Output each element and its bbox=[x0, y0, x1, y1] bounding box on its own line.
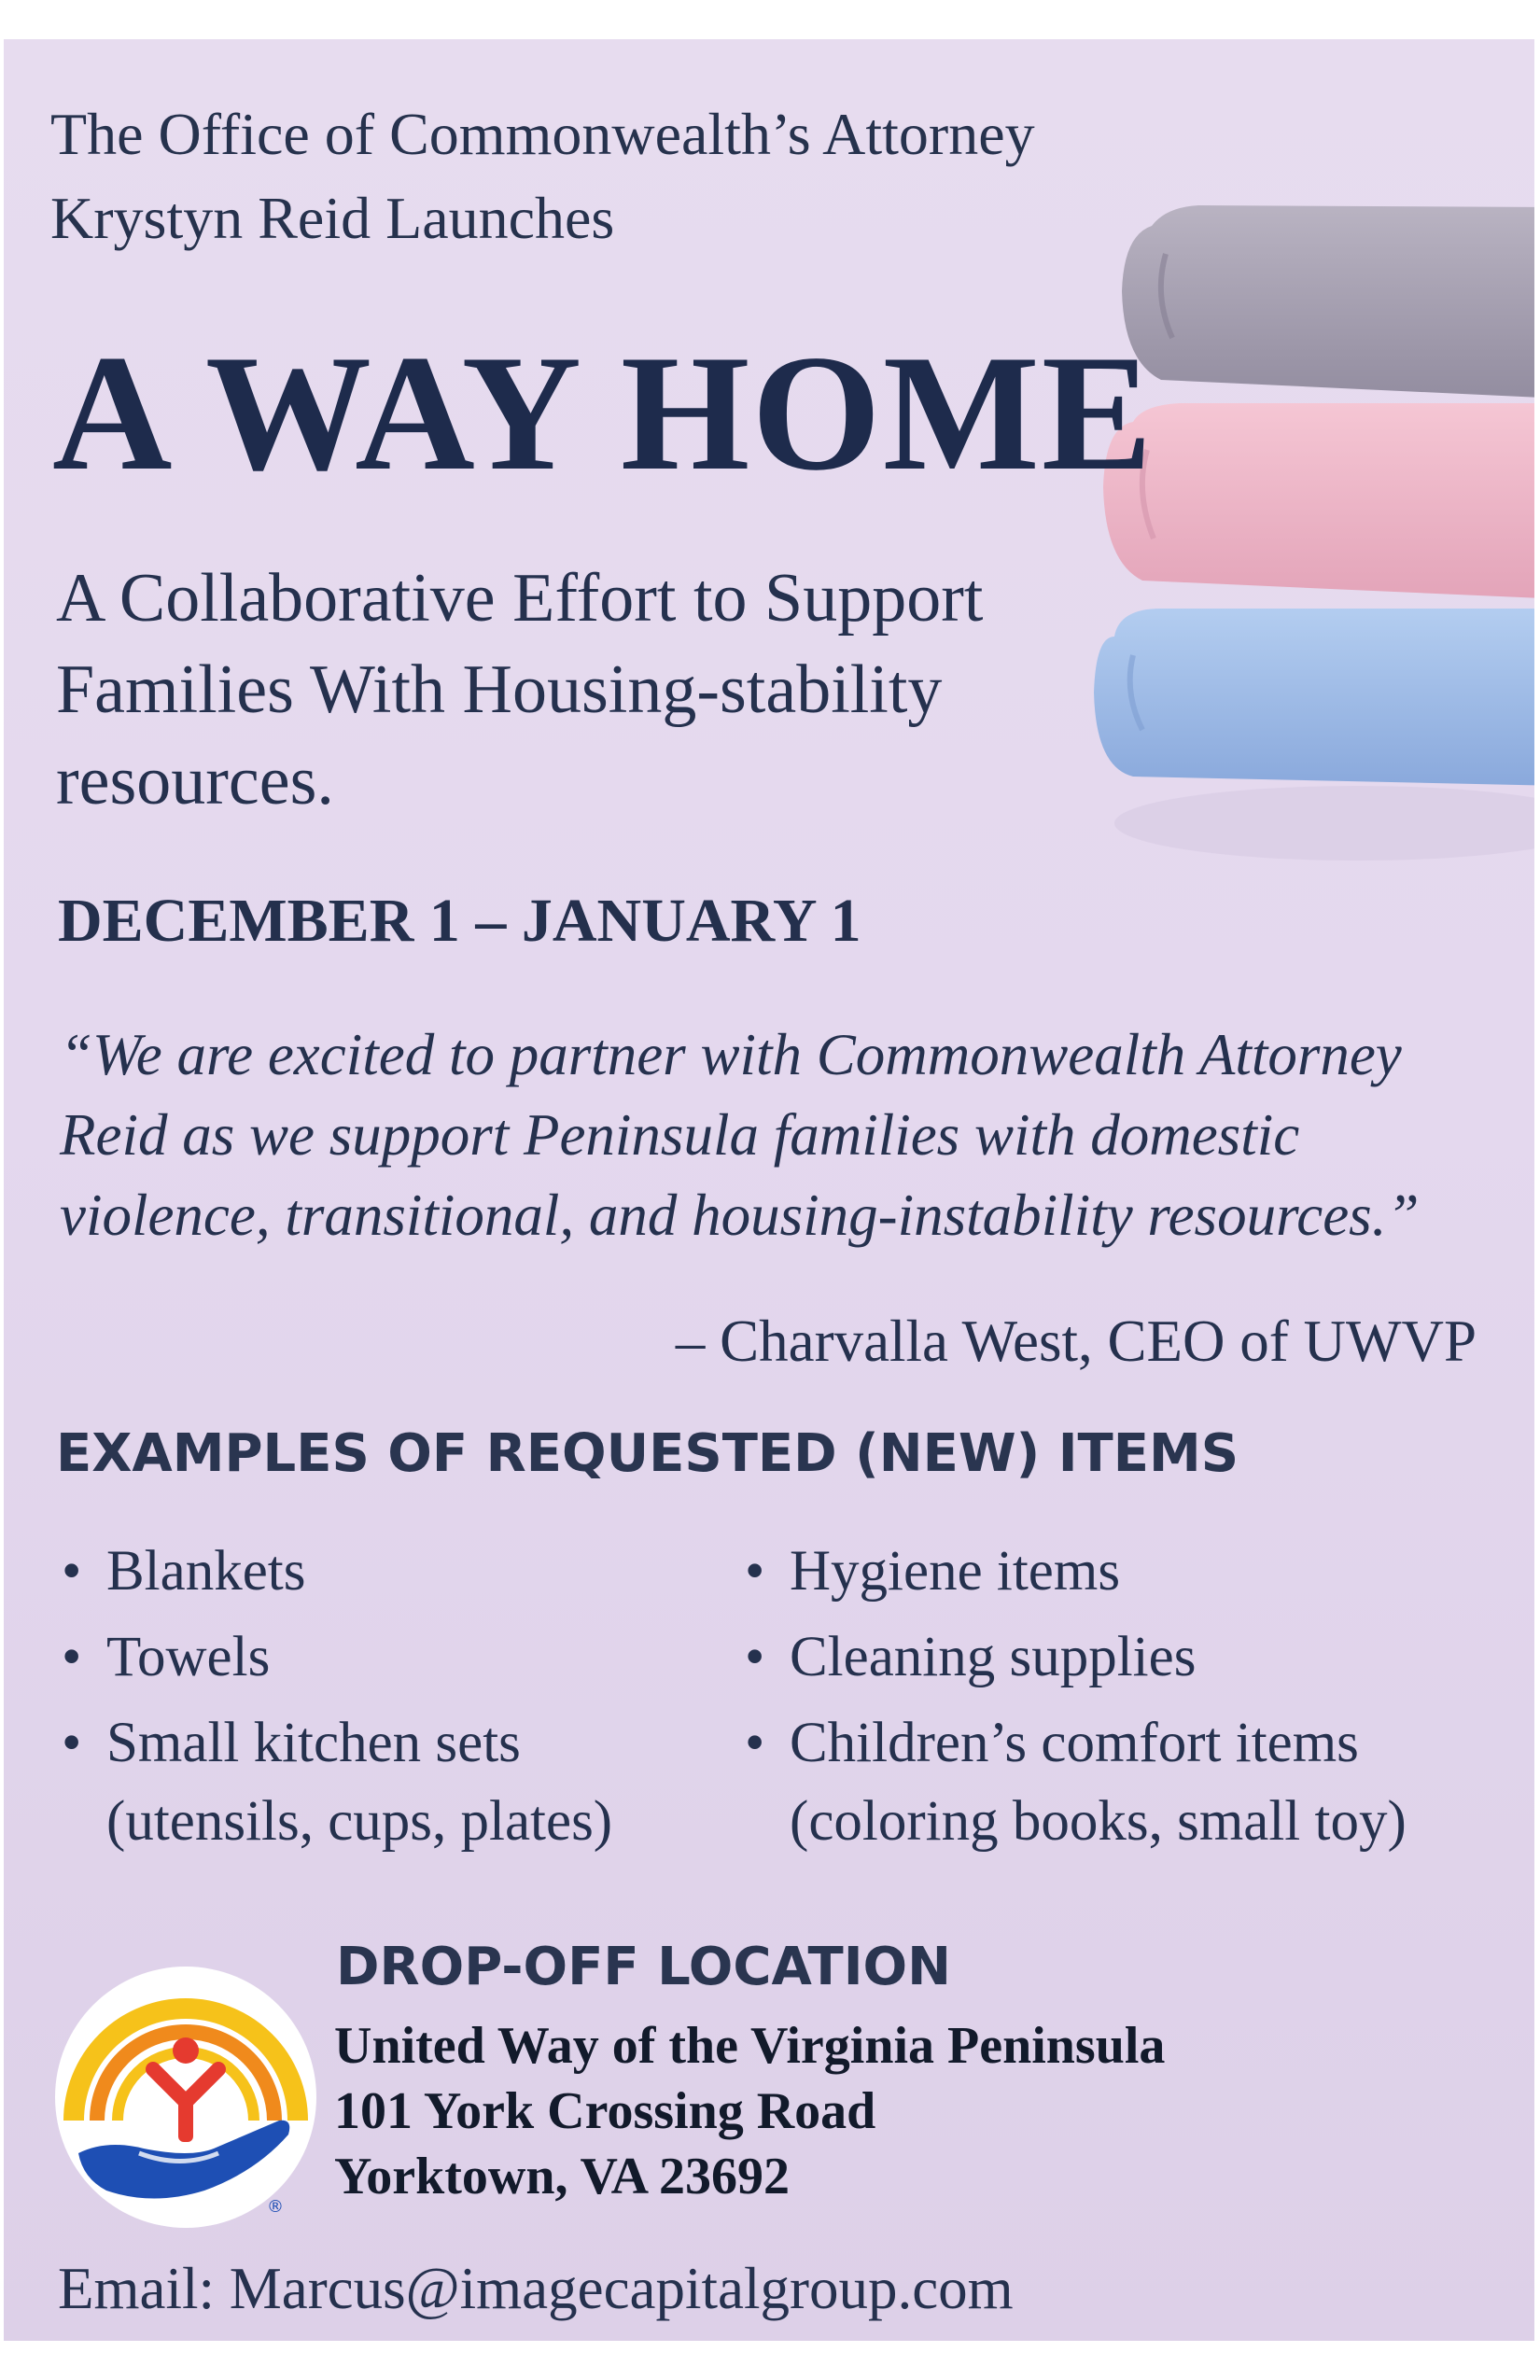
dropoff-address bbox=[334, 2013, 1165, 2209]
bullet-icon: • bbox=[62, 1540, 82, 1603]
list-item bbox=[58, 1533, 730, 1611]
item-label: Blankets bbox=[106, 1540, 306, 1603]
bullet-icon: • bbox=[62, 1712, 82, 1774]
items-list-right bbox=[741, 1533, 1525, 1869]
dropoff-heading: DROP-OFF LOCATION bbox=[336, 1937, 952, 1997]
subtitle: A Collaborative Effort to Support Families With Housing-stability resources. bbox=[56, 560, 984, 819]
item-detail: (coloring books, small toy) bbox=[790, 1790, 1407, 1853]
item-label: Cleaning supplies bbox=[790, 1626, 1197, 1688]
address-line-3: Yorktown, VA 23692 bbox=[334, 2148, 791, 2205]
list-item bbox=[741, 1533, 1525, 1611]
item-detail: (utensils, cups, plates) bbox=[106, 1790, 613, 1853]
united-way-logo-icon bbox=[50, 1962, 321, 2233]
list-item bbox=[741, 1618, 1525, 1697]
item-label: Towels bbox=[106, 1626, 271, 1688]
registered-mark: ® bbox=[267, 2197, 284, 2217]
header-line-2: Krystyn Reid Launches bbox=[50, 185, 615, 251]
requested-items-heading: EXAMPLES OF REQUESTED (NEW) ITEMS bbox=[56, 1423, 1239, 1484]
item-label: Children’s comfort items bbox=[790, 1712, 1359, 1774]
event-dates: DECEMBER 1 – JANUARY 1 bbox=[58, 887, 861, 955]
item-label: Small kitchen sets bbox=[106, 1712, 521, 1774]
quote-attribution: – Charvalla West, CEO of UWVP bbox=[675, 1309, 1477, 1374]
list-item bbox=[58, 1704, 730, 1861]
list-item bbox=[741, 1704, 1525, 1861]
list-item bbox=[58, 1618, 730, 1697]
bullet-icon: • bbox=[62, 1626, 82, 1688]
main-title: A WAY HOME bbox=[52, 320, 1155, 505]
bullet-icon: • bbox=[745, 1626, 765, 1688]
flyer bbox=[4, 39, 1534, 2341]
bullet-icon: • bbox=[745, 1540, 765, 1603]
item-label: Hygiene items bbox=[790, 1540, 1121, 1603]
address-line-2: 101 York Crossing Road bbox=[334, 2082, 876, 2140]
address-line-1: United Way of the Virginia Peninsula bbox=[334, 2017, 1166, 2075]
items-list-left bbox=[58, 1533, 730, 1869]
header-line-1: The Office of Commonwealth’s Attorney bbox=[50, 101, 1035, 167]
bullet-icon: • bbox=[745, 1712, 765, 1774]
quote-text: “We are excited to partner with Commonwealth Attorney Reid as we support Peninsula families with domestic violence, transitional, and housing-instability resources.” bbox=[60, 1022, 1420, 1248]
contact-email[interactable]: Email: Marcus@imagecapitalgroup.com bbox=[58, 2256, 1014, 2321]
